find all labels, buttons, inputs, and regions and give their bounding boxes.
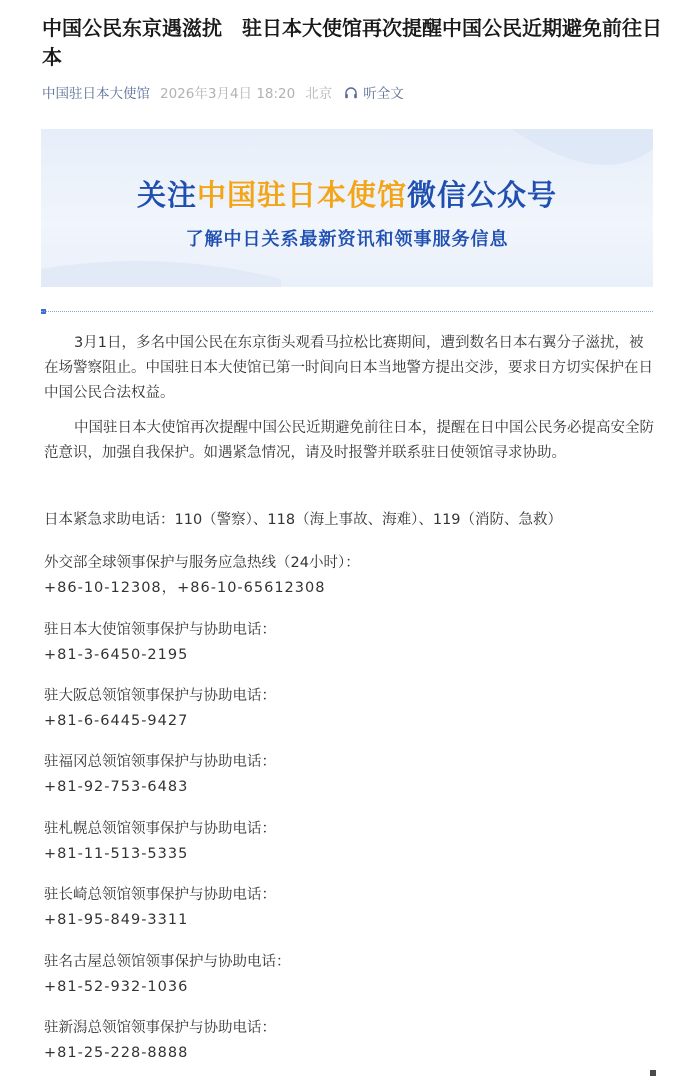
contact-label: 驻札幌总领馆领事保护与协助电话： xyxy=(44,821,276,837)
contact-block xyxy=(44,883,656,933)
publish-date: 2026年3月4日 18:20 xyxy=(160,86,296,102)
contact-phone[interactable]: +86-10-12308，+86-10-65612308 xyxy=(44,580,326,596)
contact-label: 外交部全球领事保护与服务应急热线（24小时）： xyxy=(44,555,360,571)
paragraph-incident-text: 3月1日，多名中国公民在东京街头观看马拉松比赛期间，遭到数名日本右翼分子滋扰，被在场警察阻止。中国驻日本大使馆已第一时间向日本当地警方提出交涉，要求日方切实保护在日中国公民合法权益。 xyxy=(44,335,653,401)
contact-label: 驻新潟总领馆领事保护与协助电话： xyxy=(44,1020,276,1036)
contact-phone[interactable]: +81-52-932-1036 xyxy=(44,979,189,995)
listen-label: 听全文 xyxy=(363,86,404,102)
contact-block xyxy=(44,618,656,668)
contact-label: 驻长崎总领馆领事保护与协助电话： xyxy=(44,887,276,903)
banner-headline-highlight: 中国驻日本使馆 xyxy=(196,178,407,212)
paragraph-advisory-text: 中国驻日本大使馆再次提醒中国公民近期避免前往日本，提醒在日中国公民务必提高安全防范意识，加强自我保护。如遇紧急情况，请及时报警并联系驻日使领馆寻求协助。 xyxy=(44,420,654,461)
article-meta xyxy=(42,82,404,102)
dotted-divider xyxy=(41,311,653,312)
paragraph-advisory xyxy=(44,416,656,466)
wechat-promo-banner[interactable] xyxy=(41,129,653,287)
contact-phone[interactable]: +81-95-849-3311 xyxy=(44,912,189,928)
banner-headline xyxy=(41,173,653,214)
banner-headline-suffix: 微信公众号 xyxy=(407,178,558,212)
contact-block xyxy=(44,1016,656,1066)
banner-subheadline: 了解中日关系最新资讯和领事服务信息 xyxy=(185,229,509,250)
contact-phone[interactable]: +81-11-513-5335 xyxy=(44,846,189,862)
contact-label: 驻名古屋总领馆领事保护与协助电话： xyxy=(44,954,291,970)
contact-block xyxy=(44,750,656,800)
account-name-link[interactable]: 中国驻日本大使馆 xyxy=(42,86,150,102)
contact-block xyxy=(44,551,656,601)
contact-label: 驻大阪总领馆领事保护与协助电话： xyxy=(44,688,276,704)
contact-phone[interactable]: +81-6-6445-9427 xyxy=(44,713,189,729)
listen-button[interactable] xyxy=(344,82,404,102)
emergency-numbers: 日本紧急求助电话：110（警察）、118（海上事故、海难）、119（消防、急救） xyxy=(44,512,563,528)
corner-mark-icon xyxy=(650,1070,656,1076)
publish-location: 北京 xyxy=(305,86,333,102)
headphones-icon xyxy=(344,86,358,99)
contact-block xyxy=(44,684,656,734)
banner-headline-prefix: 关注 xyxy=(136,178,197,212)
contact-label: 驻福冈总领馆领事保护与协助电话： xyxy=(44,754,276,770)
article-title: 中国公民东京遇滋扰 驻日本大使馆再次提醒中国公民近期避免前往日本 xyxy=(42,16,662,69)
contact-label: 驻日本大使馆领事保护与协助电话： xyxy=(44,622,276,638)
contact-phone[interactable]: +81-25-228-8888 xyxy=(44,1045,189,1061)
contact-phone[interactable]: +81-3-6450-2195 xyxy=(44,647,189,663)
contact-block xyxy=(44,950,656,1000)
paragraph-incident xyxy=(44,331,656,406)
contact-phone[interactable]: +81-92-753-6483 xyxy=(44,779,189,795)
contact-block xyxy=(44,817,656,867)
